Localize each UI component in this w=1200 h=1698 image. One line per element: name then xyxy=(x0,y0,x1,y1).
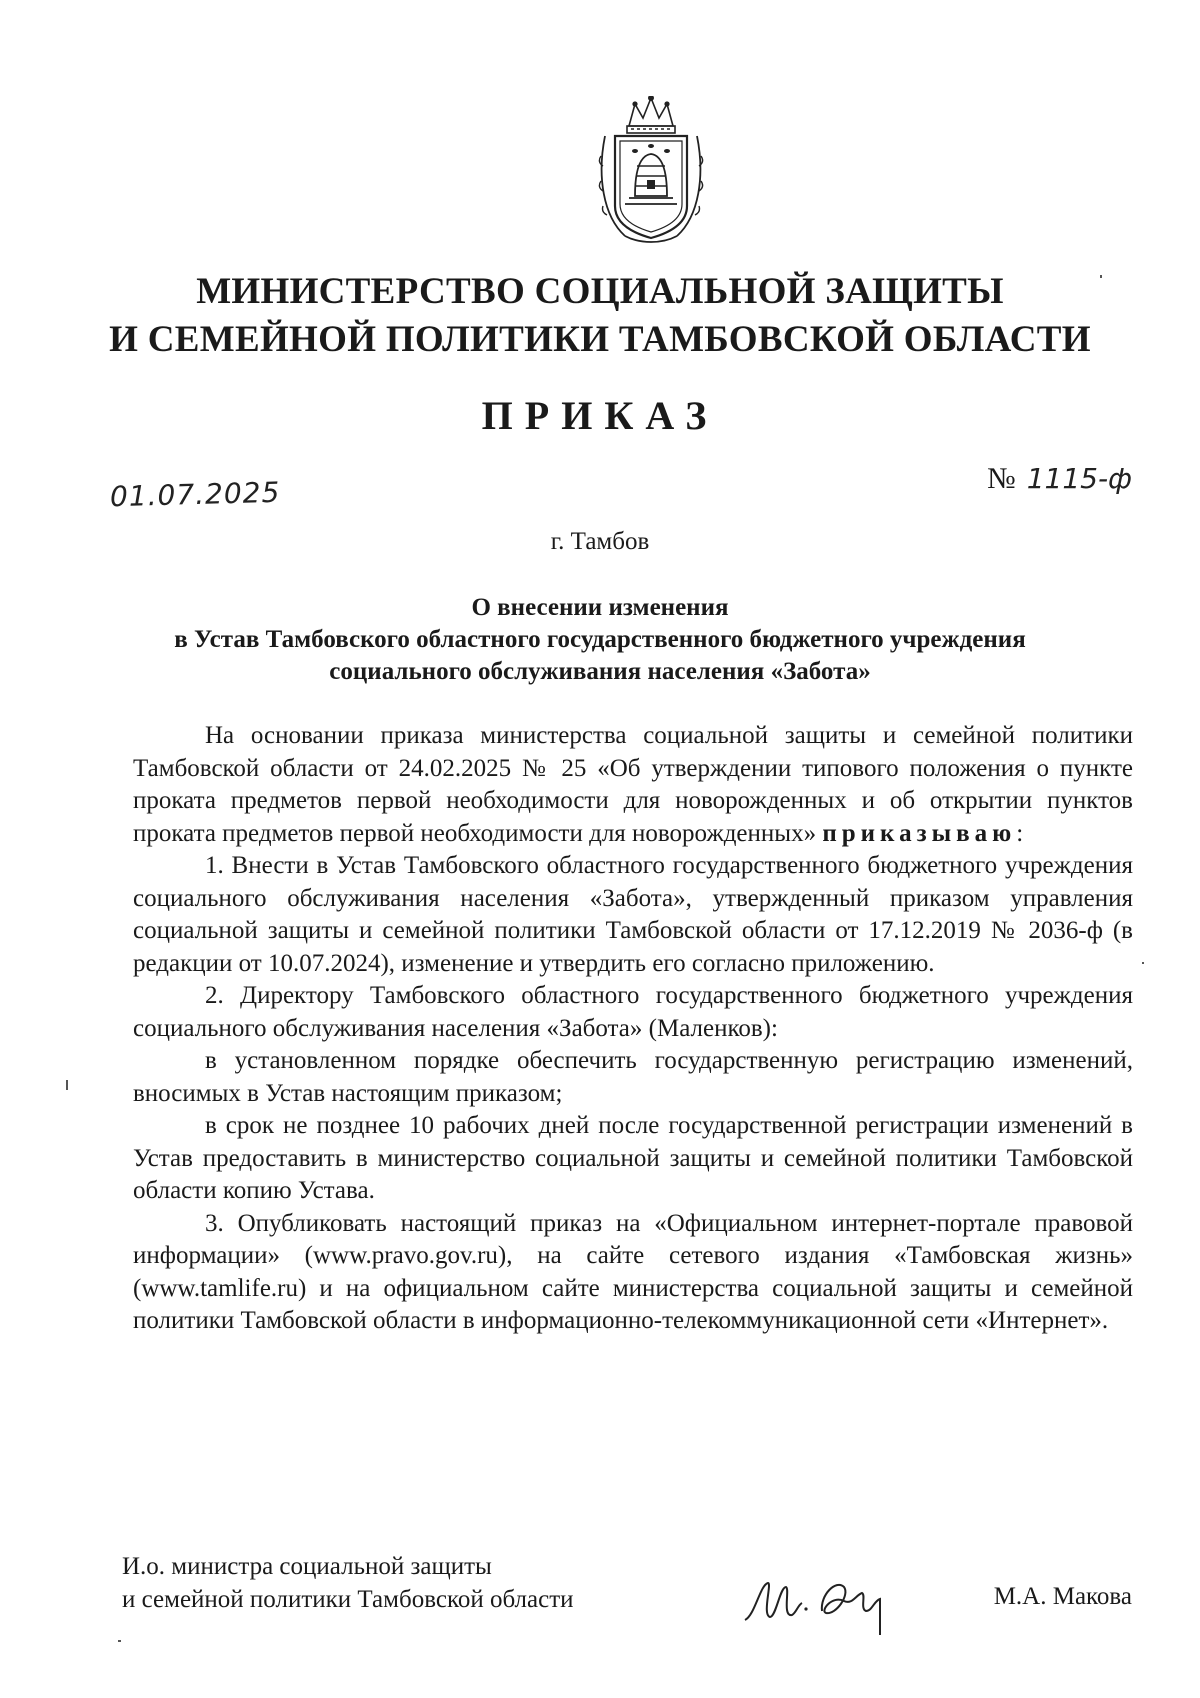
number-sign: № xyxy=(987,462,1016,495)
ministry-name xyxy=(0,268,1200,364)
signatory-position-line1: И.о. министра социальной защиты xyxy=(122,1553,492,1580)
preamble-text: На основании приказа министерства социальной защиты и семейной политики Тамбовской области от 24.02.2025 № 25 «Об утверждении типового положения о пункте проката предметов первой необходимости для новорожденных и об открытии пунктов проката предметов первой необходимости для новорожденных» xyxy=(133,722,1133,847)
scan-speck xyxy=(1100,275,1102,278)
scan-speck xyxy=(1142,962,1144,964)
order-subject xyxy=(0,592,1200,688)
signatory-name: М.А. Макова xyxy=(993,1583,1132,1610)
order-number-value: 1115-ф xyxy=(1026,462,1132,495)
order-colon: : xyxy=(1016,819,1024,847)
order-number xyxy=(987,462,1132,496)
scan-speck xyxy=(66,1080,68,1090)
city: г. Тамбов xyxy=(550,528,650,555)
item-1-paragraph: 1. Внести в Устав Тамбовского областного государственного бюджетного учреждения социального обслуживания населения «Забота», утвержденный приказом управления социальной защиты и семейной политики Тамбовской области от 17.12.2019 № 2036-ф (в редакции от 10.07.2024), изменение и утвердить его согласно приложению. xyxy=(133,852,1133,977)
order-word: приказываю xyxy=(822,819,1017,847)
scan-speck xyxy=(118,1640,121,1642)
item-2a-paragraph: в установленном порядке обеспечить государственную регистрацию изменений, вносимых в Устав настоящим приказом; xyxy=(133,1047,1133,1107)
handwritten-signature xyxy=(740,1565,890,1645)
subject-line3: социального обслуживания населения «Забота» xyxy=(329,658,871,685)
signatory-position xyxy=(122,1550,574,1616)
order-date: 01.07.2025 xyxy=(109,475,281,514)
item-3-paragraph: 3. Опубликовать настоящий приказ на «Официальном интернет-портале правовой информации» (www.pravo.gov.ru), на сайте сетевого издания «Тамбовская жизнь» (www.tamlife.ru) и на официальном сайте министерства социальной защиты и семейной политики Тамбовской области в информационно-телекоммуникационной сети «Интернет». xyxy=(133,1209,1133,1334)
subject-line1: О внесении изменения xyxy=(471,594,729,621)
ministry-name-line2: И СЕМЕЙНОЙ ПОЛИТИКИ ТАМБОВСКОЙ ОБЛАСТИ xyxy=(109,319,1091,360)
subject-line2: в Устав Тамбовского областного государственного бюджетного учреждения xyxy=(174,626,1026,653)
order-body xyxy=(133,720,1133,1338)
item-2-paragraph: 2. Директору Тамбовского областного государственного бюджетного учреждения социального обслуживания населения «Забота» (Маленков): xyxy=(133,982,1133,1042)
signatory-position-line2: и семейной политики Тамбовской области xyxy=(122,1586,574,1613)
document-type-title: ПРИКАЗ xyxy=(481,393,719,438)
ministry-name-line1: МИНИСТЕРСТВО СОЦИАЛЬНОЙ ЗАЩИТЫ xyxy=(196,271,1004,312)
coat-of-arms-emblem xyxy=(595,96,707,246)
item-2b-paragraph: в срок не позднее 10 рабочих дней после государственной регистрации изменений в Устав предоставить в министерство социальной защиты и семейной политики Тамбовской области копию Устава. xyxy=(133,1112,1133,1204)
preamble-paragraph xyxy=(133,720,1133,850)
